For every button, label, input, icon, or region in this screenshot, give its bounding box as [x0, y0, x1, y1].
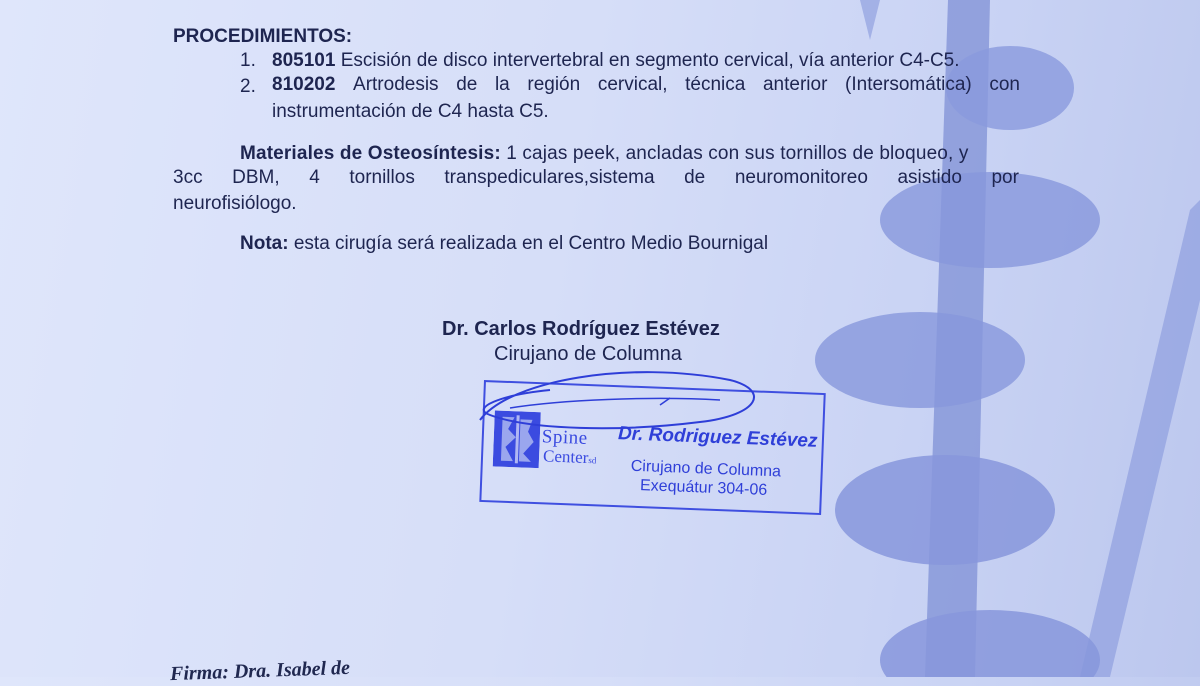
procedure-2-word: región: [527, 74, 581, 95]
stamp-brand-line1: Spine: [541, 426, 589, 450]
procedure-2-code: 810202: [272, 74, 336, 95]
footer-partial-text: Firma: Dra. Isabel de: [169, 656, 351, 686]
procedure-1-code: 805101: [272, 50, 336, 71]
materials-word: DBM,: [232, 167, 280, 188]
procedure-2-word: anterior: [762, 74, 828, 95]
materials-line3: neurofisiólogo.: [173, 193, 297, 214]
note-label: Nota:: [240, 233, 289, 254]
procedures-heading: PROCEDIMIENTOS:: [173, 26, 353, 47]
procedure-2-line2: instrumentación de C4 hasta C5.: [272, 101, 549, 122]
materials-word: transpediculares,sistema: [444, 167, 655, 188]
procedure-2-word: (Intersomática): [845, 74, 972, 95]
procedure-2-word: con: [989, 74, 1020, 95]
procedure-1-text: Escisión de disco intervertebral en segmento cervical, vía anterior C4-C5.: [340, 50, 960, 71]
procedure-2-line1: [272, 74, 1020, 96]
materials-word: asistido: [897, 167, 962, 188]
procedure-1-number: 1.: [240, 50, 256, 71]
materials-word: 4: [309, 167, 320, 188]
procedure-2-word: técnica: [685, 74, 746, 95]
materials-label: Materiales de Osteosíntesis:: [240, 143, 501, 164]
procedure-2-word: Artrodesis: [353, 74, 439, 95]
procedure-2-word: cervical,: [597, 74, 668, 95]
procedure-2-number: 2.: [240, 76, 256, 97]
procedure-2-word: de: [456, 74, 478, 95]
handwritten-signature: [470, 360, 770, 460]
materials-line2: [173, 167, 1019, 189]
stamp-brand-word: Center: [542, 446, 589, 468]
stamp-doctor-name: Dr. Rodriguez Estévez: [617, 423, 818, 452]
materials-word: de: [684, 167, 706, 188]
stamp-role: Cirujano de Columna: [630, 457, 782, 481]
procedure-1: [272, 50, 960, 72]
procedure-2-word: la: [494, 74, 510, 95]
materials-word: neuromonitoreo: [734, 167, 868, 188]
materials-word: tornillos: [349, 167, 415, 188]
materials-text-1: 1 cajas peek, ancladas con sus tornillos de bloqueo, y: [506, 143, 969, 164]
materials-line1: [240, 143, 969, 165]
stamp-exequatur: Exequátur 304-06: [639, 477, 768, 499]
materials-word: 3cc: [173, 167, 203, 188]
note: [240, 233, 768, 255]
note-text: esta cirugía será realizada en el Centro Medio Bournigal: [293, 233, 769, 254]
materials-word: por: [991, 167, 1019, 188]
stamp-brand-suffix: sd: [588, 455, 597, 466]
signature-title: Cirujano de Columna: [494, 343, 682, 365]
signature-name: Dr. Carlos Rodríguez Estévez: [442, 318, 720, 340]
